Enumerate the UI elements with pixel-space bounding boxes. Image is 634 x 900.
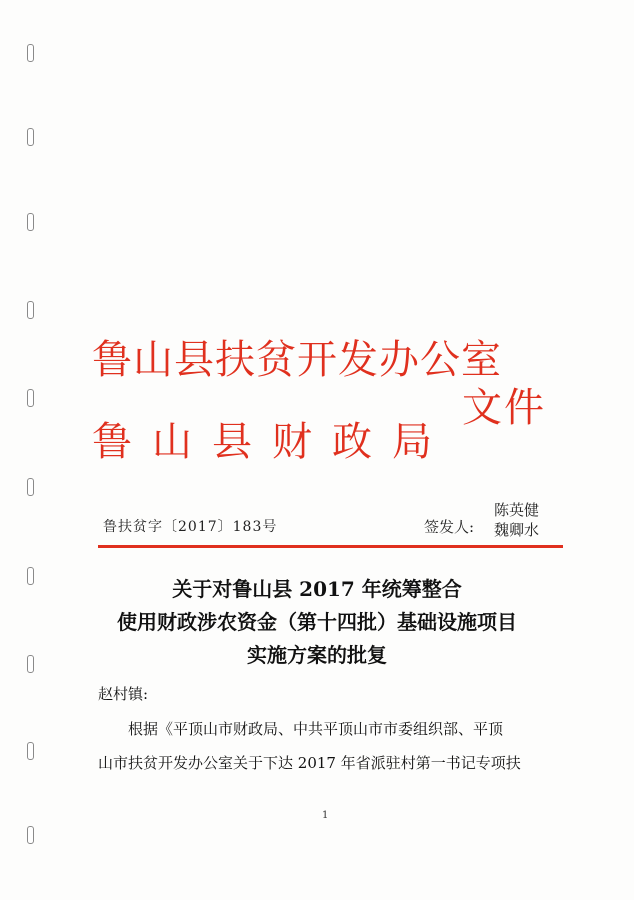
binding-hole (27, 389, 34, 407)
issuer-finance-bureau: 鲁山县财政局 (92, 419, 452, 465)
signer-name: 魏卿水 (494, 521, 540, 539)
binding-hole (27, 213, 34, 231)
recipient: 赵村镇: (98, 685, 149, 703)
binding-hole (27, 128, 34, 146)
signer-name: 陈英健 (494, 501, 540, 519)
binding-hole (27, 478, 34, 496)
binding-hole (27, 742, 34, 760)
body-line: 根据《平顶山市财政局、中共平顶山市市委组织部、平顶 (128, 720, 504, 738)
binding-hole (27, 655, 34, 673)
signer-label: 签发人: (424, 518, 475, 536)
title-line: 使用财政涉农资金（第十四批）基础设施项目 (117, 610, 517, 634)
binding-hole (27, 826, 34, 844)
issuer-poverty-office: 鲁山县扶贫开发办公室 (92, 337, 502, 383)
page-number: 1 (322, 810, 329, 821)
body-line: 山市扶贫开发办公室关于下达 2017 年省派驻村第一书记专项扶 (98, 754, 521, 772)
document-number: 鲁扶贫字〔2017〕183号 (103, 519, 278, 535)
signer-names (494, 500, 539, 540)
title-line: 实施方案的批复 (247, 643, 387, 667)
red-separator-line (98, 545, 563, 548)
body-text (98, 712, 568, 780)
document-title (60, 573, 574, 672)
title-line: 关于对鲁山县 2017 年统筹整合 (172, 577, 462, 601)
binding-hole (27, 301, 34, 319)
masthead-suffix: 文件 (462, 385, 546, 431)
binding-hole (27, 44, 34, 62)
binding-hole (27, 567, 34, 585)
